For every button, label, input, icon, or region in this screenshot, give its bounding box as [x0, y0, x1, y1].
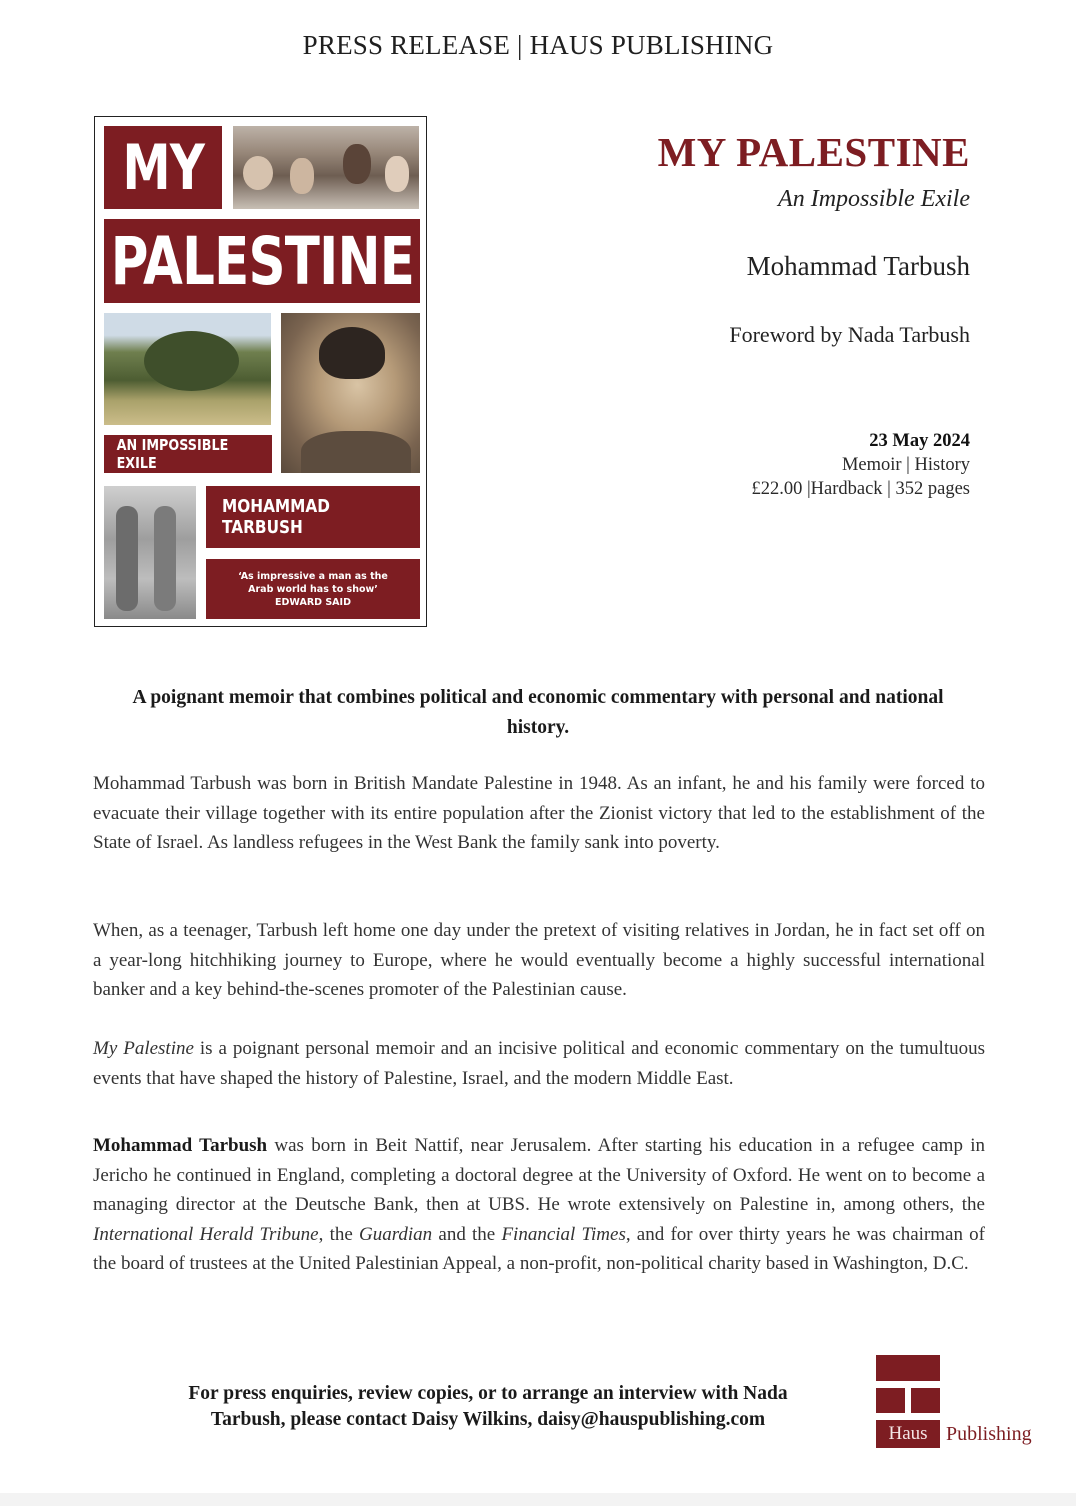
- publication-guardian: Guardian: [358, 1223, 433, 1245]
- cover-photo-olive-tree: [104, 313, 271, 425]
- book-title-italic: My Palestine: [93, 1038, 194, 1059]
- cover-photo-portrait: [281, 313, 420, 473]
- paragraph-early-life: Mohammad Tarbush was born in British Mandate Palestine in 1948. As an infant, he and his family were forced to evacuate their village together with its entire population after the Zionist victory that led to the establishment of the State of Israel. As landless refugees in the West Bank the family sank into poverty.: [93, 773, 985, 853]
- header-left: PRESS RELEASE: [302, 30, 511, 60]
- paragraph-author-bio: Mohammad Tarbush was born in Beit Nattif, near Jerusalem. After starting his education in a refugee camp in Jericho he continued in England, completing a doctoral degree at the University of Oxford. He went on to become a managing director at the Deutsche Bank, then at UBS. He wrote extensively on Palestine in, among others, the International Herald Tribune, the Guardian and the Financial Times, and for over thirty years he was chairman of the board of trustees at the United Palestinian Appeal, a non-profit, non-political charity based in Washington, D.C.: [93, 1135, 986, 1274]
- book-subtitle: An Impossible Exile: [778, 186, 970, 212]
- cover-subtitle: AN IMPOSSIBLE EXILE: [104, 435, 272, 473]
- book-author: Mohammad Tarbush: [746, 251, 970, 281]
- lead-summary: A poignant memoir that combines political and economic commentary with personal and national history.: [132, 687, 944, 738]
- cover-quote: [206, 559, 420, 619]
- header-right: HAUS PUBLISHING: [529, 30, 774, 60]
- cover-quote-line2: Arab world has to show’: [248, 583, 378, 595]
- cover-title-my: MY: [104, 126, 222, 209]
- cover-photo-friends: [104, 486, 196, 619]
- paragraph-journey: When, as a teenager, Tarbush left home one day under the pretext of visiting relatives in Jordan, he in fact set off on a year-long hitchhiking journey to Europe, where he would eventually become a highly successful international banker and a key behind-the-scenes promoter of the Palestinian cause.: [93, 920, 985, 1000]
- cover-quote-attribution: EDWARD SAID: [275, 596, 351, 608]
- book-categories: Memoir | History: [841, 455, 970, 475]
- header-separator: |: [517, 30, 523, 60]
- paragraph-book-description: My Palestine is a poignant personal memoir and an incisive political and economic commentary on the tumultuous events that have shaped the history of Palestine, Israel, and the modern Middle East.: [93, 1038, 985, 1089]
- contact-line2: Tarbush, please contact Daisy Wilkins, daisy@hauspublishing.com: [210, 1409, 766, 1430]
- publication-iht: International Herald Tribune: [93, 1223, 319, 1245]
- cover-title-palestine: PALESTINE: [104, 219, 420, 303]
- cover-author: MOHAMMAD TARBUSH: [206, 486, 420, 548]
- page-bottom-edge: [0, 1493, 1076, 1506]
- book-details: [751, 429, 970, 501]
- book-title: MY PALESTINE: [657, 129, 970, 175]
- publication-date: 23 May 2024: [869, 431, 970, 451]
- book-price-format-pages: £22.00 |Hardback | 352 pages: [751, 479, 970, 499]
- author-name-bold: Mohammad Tarbush: [93, 1135, 268, 1156]
- press-release-header: [0, 30, 1076, 61]
- contact-line1: For press enquiries, review copies, or to arrange an interview with Nada: [188, 1383, 788, 1404]
- book-cover: [94, 116, 427, 627]
- press-contact: [140, 1381, 836, 1433]
- logo-block-top: [876, 1355, 940, 1381]
- logo-block-left: [876, 1388, 905, 1413]
- publication-ft: Financial Times: [501, 1223, 626, 1245]
- logo-publishing-text: Publishing: [946, 1423, 1032, 1445]
- logo-haus-text: Haus: [876, 1420, 940, 1448]
- cover-photo-crowd: [233, 126, 419, 209]
- book-meta: [658, 128, 970, 348]
- book-foreword: Foreword by Nada Tarbush: [729, 322, 970, 347]
- cover-quote-line1: ‘As impressive a man as the: [238, 570, 388, 582]
- contact-email-link[interactable]: daisy@hauspublishing.com: [537, 1409, 766, 1430]
- logo-block-right: [911, 1388, 940, 1413]
